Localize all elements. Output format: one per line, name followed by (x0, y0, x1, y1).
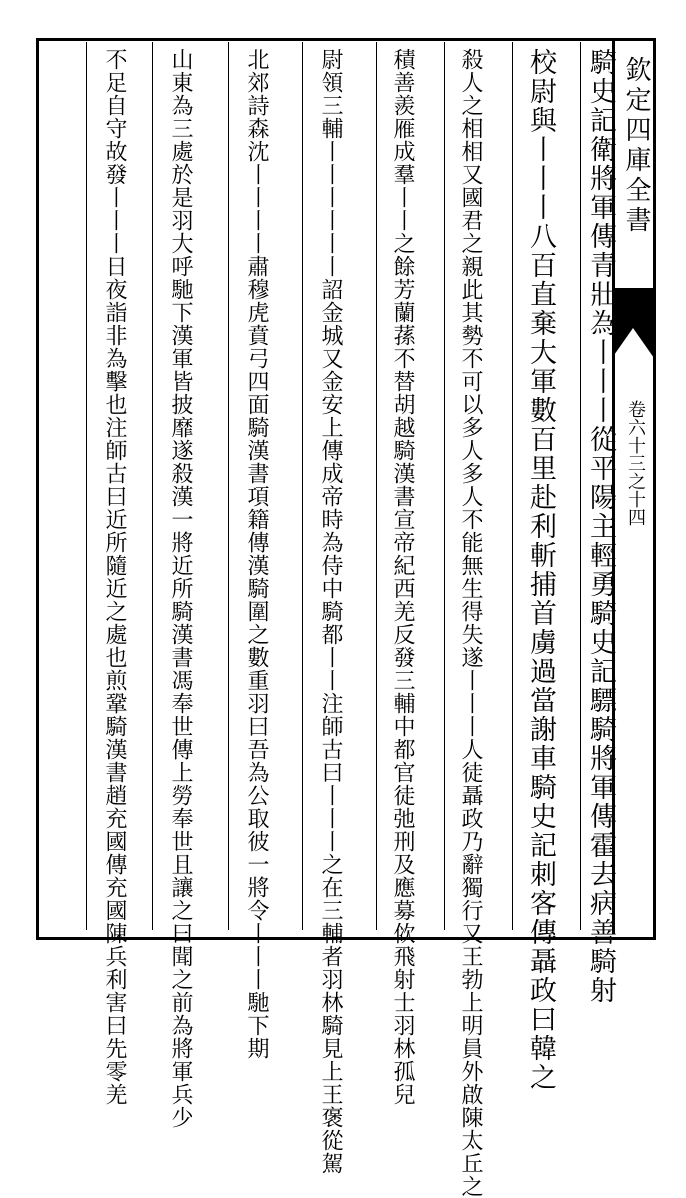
column-rule (152, 42, 153, 930)
fish-tail-mark-icon (612, 288, 654, 358)
column-rule (302, 42, 303, 930)
text-column: 騎史記衛將軍傳青壯為丨丨丨從平陽主輕勇騎史記驃騎將軍傳霍去病善騎射 (585, 48, 616, 1005)
text-column: 尉領三輔丨丨丨丨丨丨詔金城又金安上傳成帝時為侍中騎都丨丨注師古曰丨丨丨之在三輔者羽林騎見上王褒從駕 (318, 48, 343, 1175)
volume-number: 卷六十三之十四 (625, 400, 646, 526)
text-column: 不足自守故發丨丨丨日夜詣非為擊也注師古曰近所隨近之處也煎鞏騎漢書趙充國傳充國陳兵利害曰先零羌 (102, 48, 127, 1106)
text-column: 殺人之相相又國君之親此其勢不可以多人多人不能無生得失遂丨丨丨人徒聶政乃辭獨行又王勃上明員外啟陳太丘之 (458, 48, 483, 1198)
text-column: 校尉與丨丨丨八百直棄大軍數百里赴利斬捕首虜過當謝車騎史記刺客傳聶政曰韓之 (525, 48, 556, 1092)
book-title: 欽定四庫全書 (621, 56, 651, 236)
column-rule (376, 42, 377, 930)
column-rule (444, 42, 445, 930)
column-rule (512, 42, 513, 930)
text-column: 積善羨雁成羣丨丨之餘芳蘭蓀不替胡越騎漢書宣帝紀西羌反發三輔中都官徒弛刑及應募佽飛射士羽林孤兒 (390, 48, 415, 1106)
text-column: 山東為三處於是羽大呼馳下漢軍皆披靡遂殺漢一將近所騎漢書馮奉世傳上勞奉世且讓之曰聞之前為將軍兵少 (168, 48, 193, 1129)
column-rule (580, 42, 581, 930)
column-rule (86, 42, 87, 930)
text-column: 北郊詩森沈丨丨丨丨肅穆虎賁弓四面騎漢書項籍傳漢騎圍之數重羽曰吾為公取彼一將令丨丨丨馳下期 (244, 48, 269, 1060)
column-rule (228, 42, 229, 930)
